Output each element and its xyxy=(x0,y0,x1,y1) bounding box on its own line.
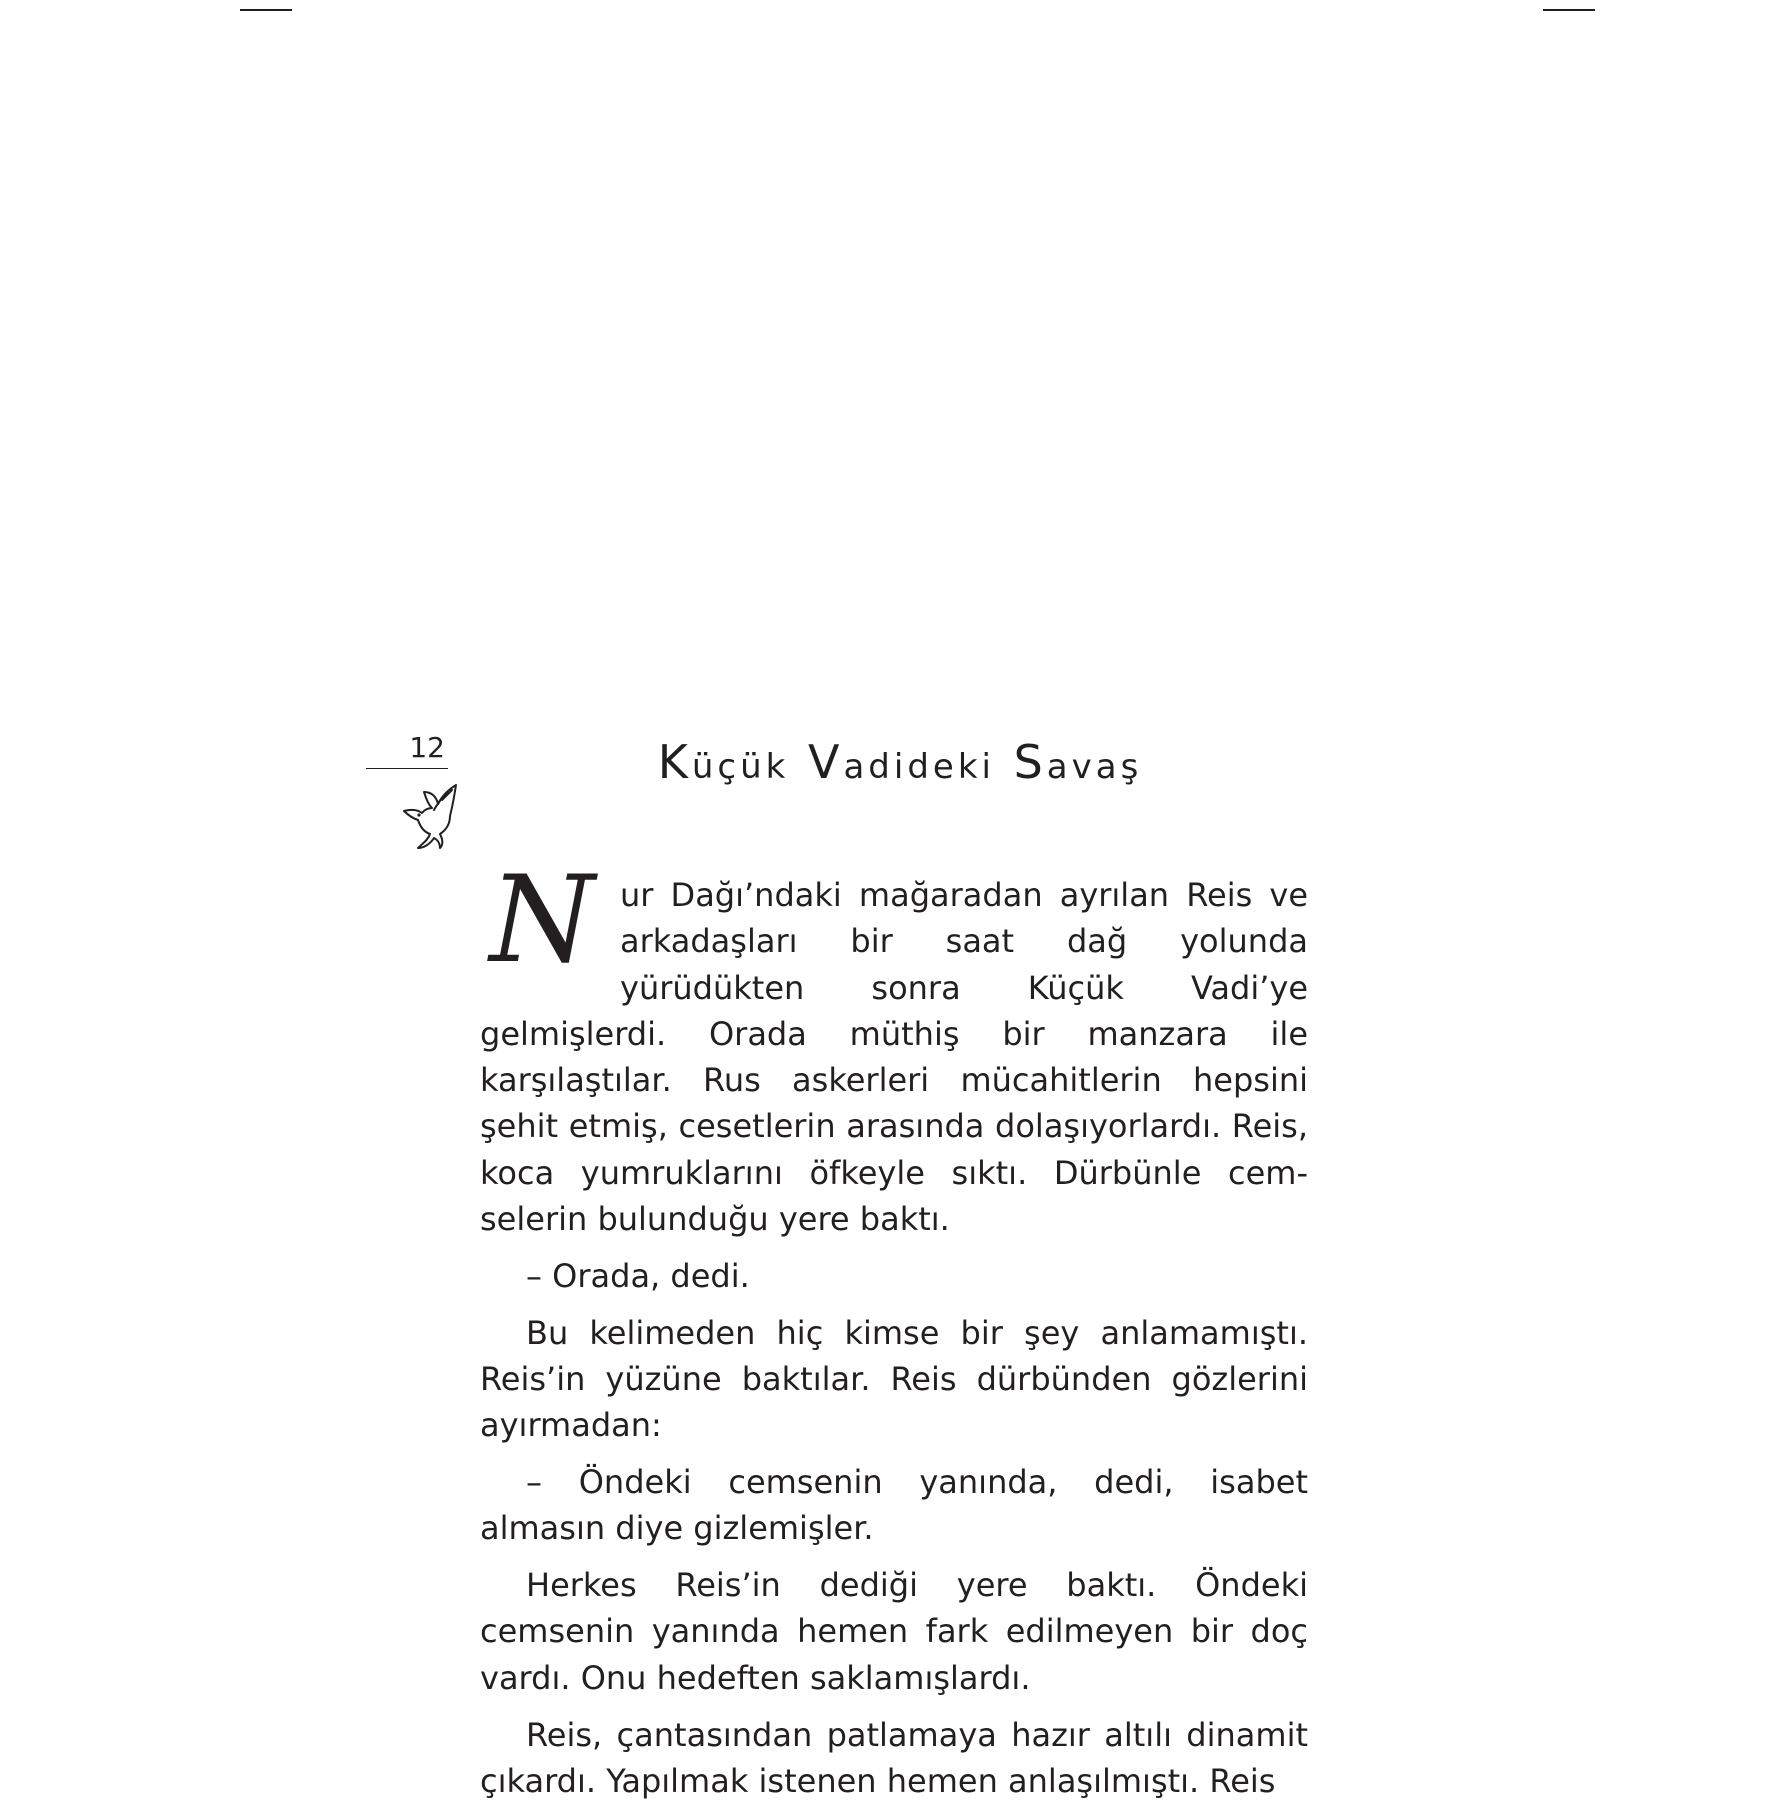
title-rest-1: üçük xyxy=(691,747,790,787)
title-rest-3: avaş xyxy=(1046,747,1143,787)
crop-mark-left xyxy=(240,9,292,11)
drop-cap: N xyxy=(489,851,593,990)
paragraph-1 xyxy=(480,851,1308,1242)
page-number: 12 xyxy=(409,731,445,764)
title-rest-2: adideki xyxy=(843,747,995,787)
paragraph-6: Reis, çantasından patlamaya hazır altılı dinamit çıkardı. Yapılmak istenen hemen anlaşılmıştı. Reis xyxy=(480,1715,1308,1800)
crop-mark-right xyxy=(1543,9,1595,11)
title-initial-1: K xyxy=(657,735,692,789)
paragraph-4: – Öndeki cemsenin yanında, dedi, isabet almasın diye gizlemişler. xyxy=(480,1463,1308,1548)
paragraph-5: Herkes Reis’in dediği yere baktı. Öndeki cemsenin yanında hemen fark edilmeyen bir doç vardı. Onu hedeften saklamışlardı. xyxy=(480,1566,1308,1697)
dove-icon xyxy=(398,782,460,852)
paragraph-3: Bu kelimeden hiç kimse bir şey anlamamıştı. Reis’in yüzüne baktılar. Reis dürbünden gözlerini ayırmadan: xyxy=(480,1313,1308,1445)
paragraph-2: – Orada, dedi. xyxy=(526,1256,750,1295)
page-number-rule xyxy=(366,768,448,769)
title-initial-2: V xyxy=(807,735,844,789)
chapter-title xyxy=(480,732,1320,797)
body-text xyxy=(480,851,1308,1815)
title-initial-3: S xyxy=(1013,735,1047,789)
paragraph-1-text: ur Dağı’ndaki mağaradan ayrılan Reis ve arkadaşları bir saat dağ yolunda yürüdükten sonra Küçük Vadi’ye gelmişlerdi. Orada müthiş bir manzara ile karşılaştılar. Rus askerleri mücahitlerin hepsini şehit etmiş, cesetlerin arasında dolaşıyorlardı. Reis, koca yumruklarını öfkeyle sıktı. Dürbünle cemselerin bulunduğu yere baktı. xyxy=(480,876,1308,1239)
